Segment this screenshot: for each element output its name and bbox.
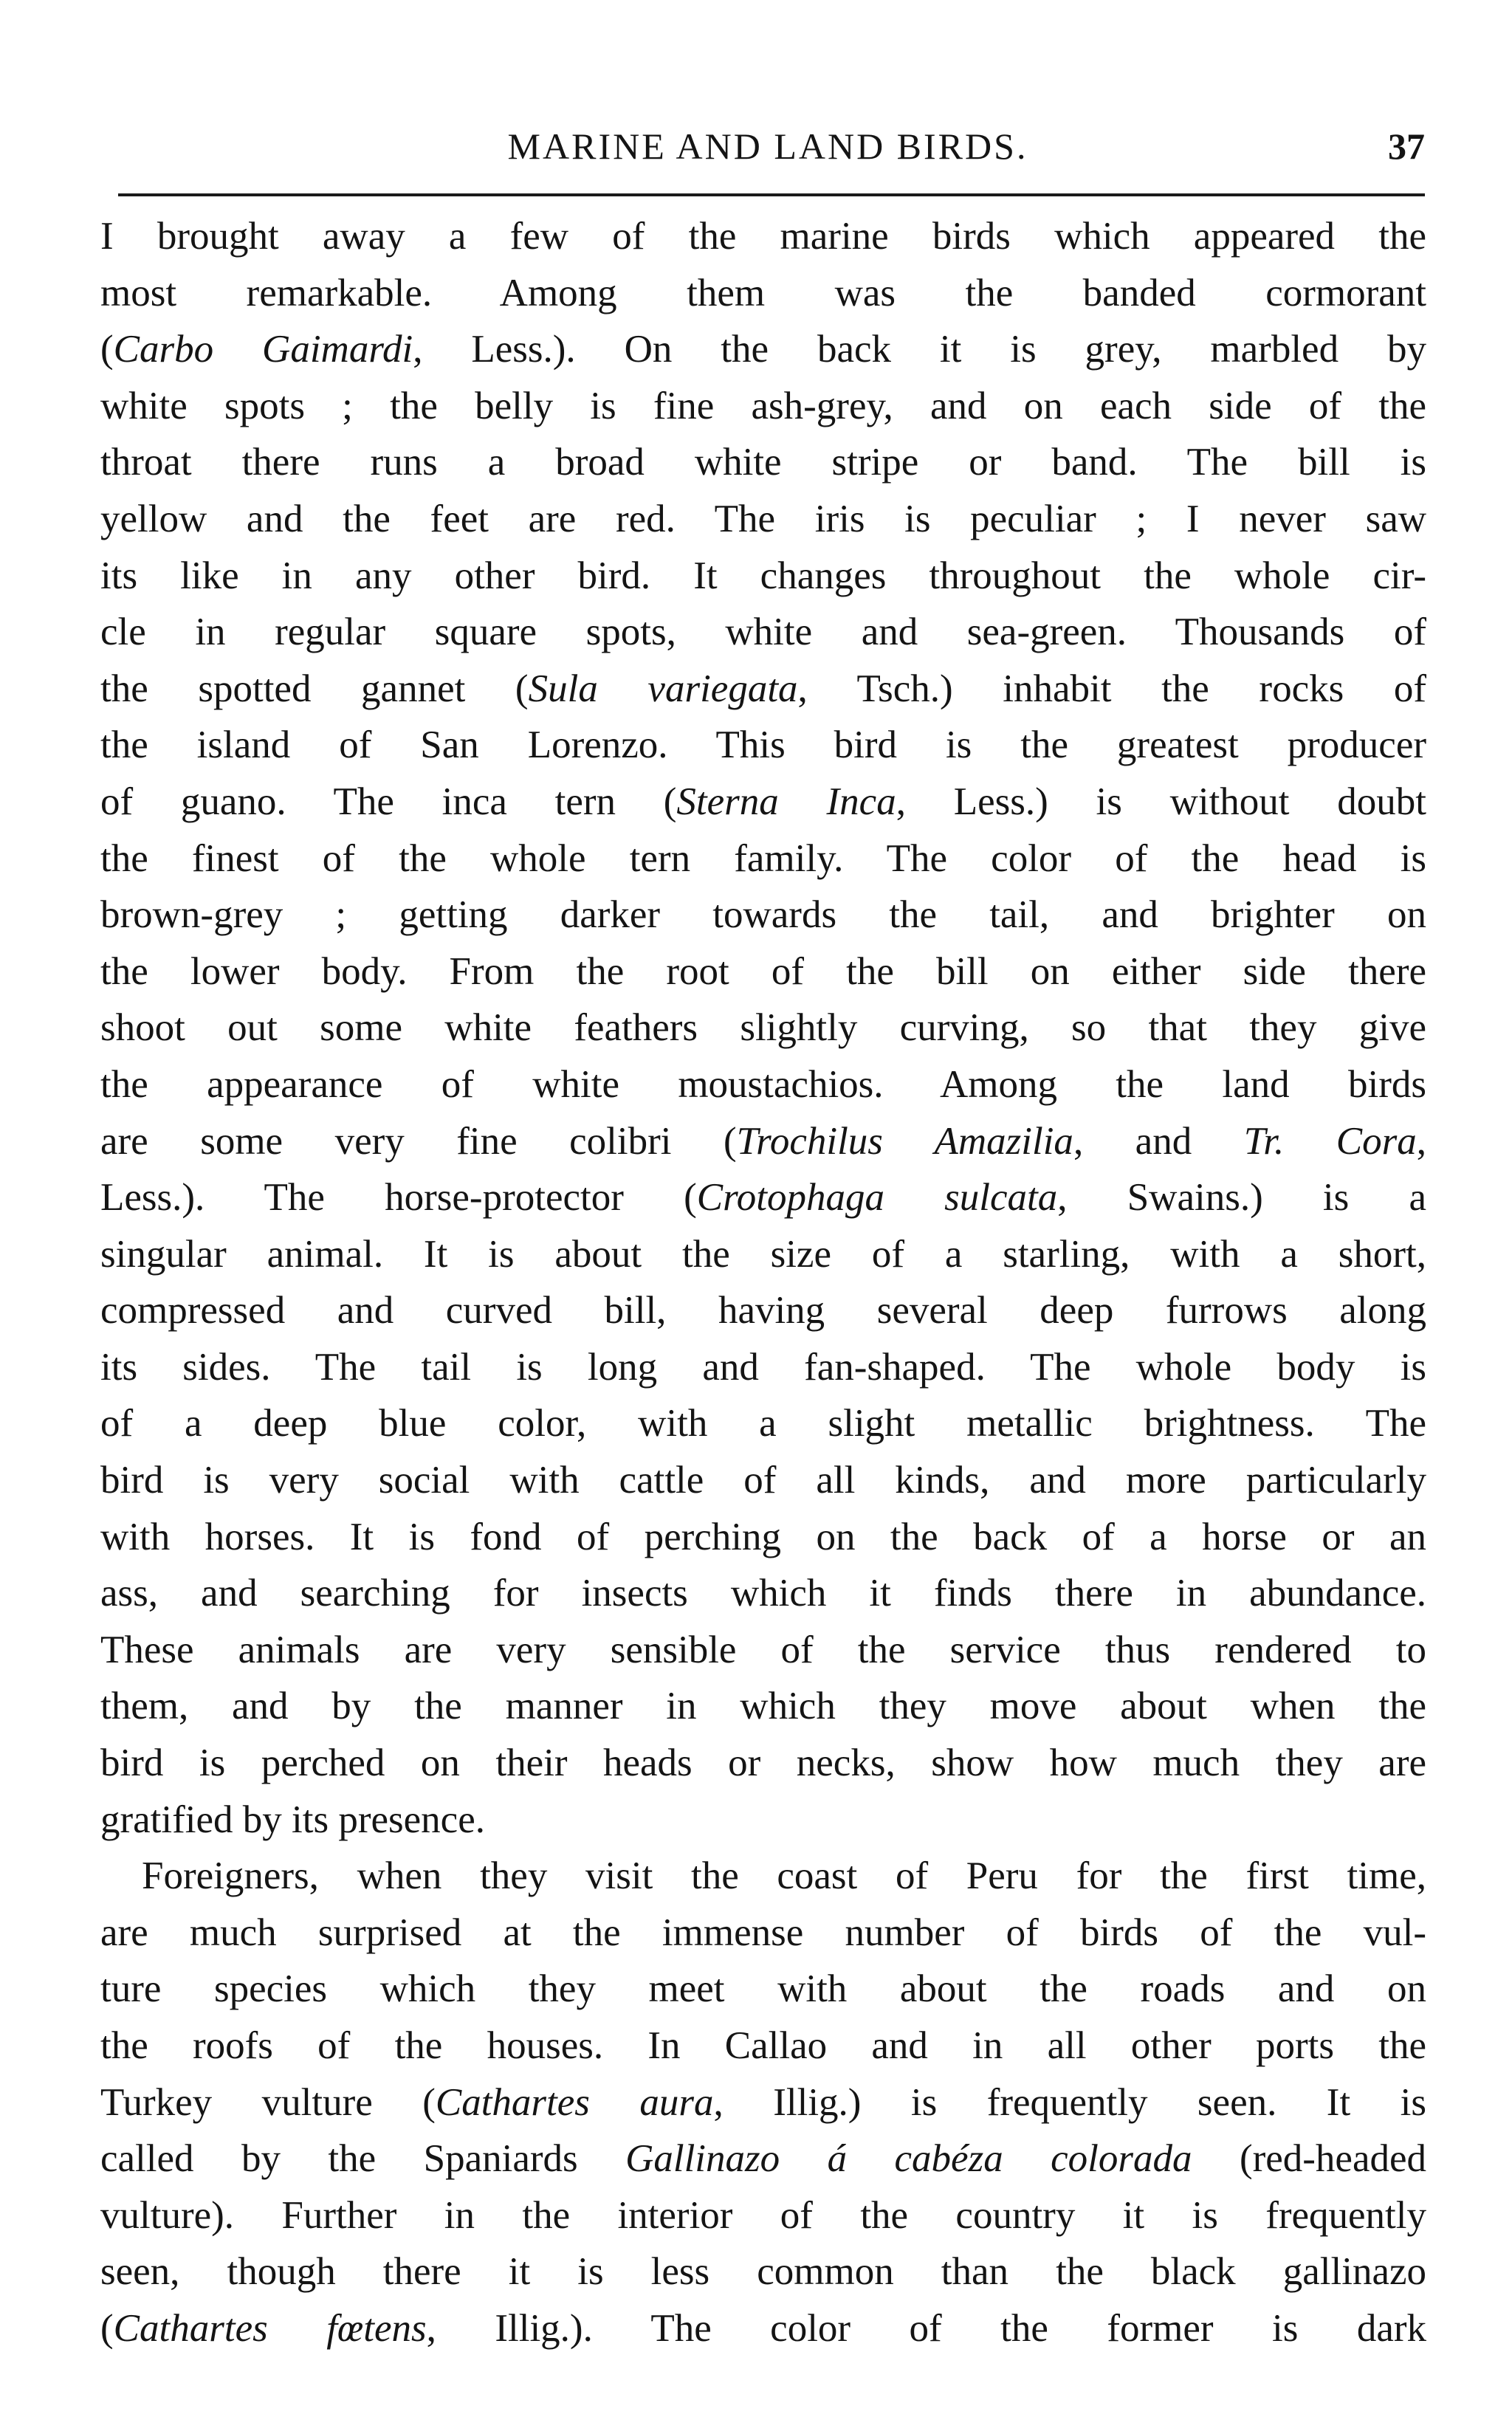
text-line: vulture). Further in the interior of the country it is frequently <box>100 2193 1426 2237</box>
text-line: of guano. The inca tern (Sterna Inca, Less.) is without doubt <box>100 780 1426 823</box>
text-line: the spotted gannet (Sula variegata, Tsch.) inhabit the rocks of <box>100 667 1426 710</box>
text-line: gratified by its presence. <box>100 1798 485 1841</box>
text-line: bird is perched on their heads or necks, show how much they are <box>100 1741 1426 1785</box>
text-line: throat there runs a broad white stripe or band. The bill is <box>100 441 1426 484</box>
text-line: singular animal. It is about the size of a starling, with a short, <box>100 1232 1426 1276</box>
body-text <box>100 208 1426 2357</box>
text-line: Foreigners, when they visit the coast of Peru for the first time, <box>142 1854 1426 1898</box>
text-line: ture species which they meet with about the roads and on <box>100 1967 1426 2011</box>
running-head <box>111 124 1425 176</box>
text-line: compressed and curved bill, having several deep furrows along <box>100 1289 1426 1333</box>
text-line: bird is very social with cattle of all kinds, and more particularly <box>100 1459 1426 1502</box>
text-line: Less.). The horse-protector (Crotophaga sulcata, Swains.) is a <box>100 1176 1426 1220</box>
text-line: seen, though there it is less common than the black gallinazo <box>100 2250 1426 2294</box>
text-line: yellow and the feet are red. The iris is peculiar ; I never saw <box>100 497 1426 540</box>
running-title: MARINE AND LAND BIRDS. <box>507 125 1028 167</box>
text-line: the lower body. From the root of the bill on either side there <box>100 949 1426 993</box>
text-line: the appearance of white moustachios. Among the land birds <box>100 1062 1426 1106</box>
text-line: the finest of the whole tern family. The color of the head is <box>100 836 1426 880</box>
header-rule <box>118 193 1425 196</box>
text-line: Turkey vulture (Cathartes aura, Illig.) is frequently seen. It is <box>100 2080 1426 2124</box>
text-line: (Cathartes fœtens, Illig.). The color of the former is dark <box>100 2306 1426 2350</box>
text-line: called by the Spaniards Gallinazo á cabéza colorada (red-headed <box>100 2137 1427 2181</box>
text-line: brown-grey ; getting darker towards the tail, and brighter on <box>100 893 1426 937</box>
text-line: are much surprised at the immense number of birds of the vul- <box>100 1911 1426 1954</box>
text-line: of a deep blue color, with a slight metallic brightness. The <box>100 1402 1426 1445</box>
text-line: cle in regular square spots, white and sea-green. Thousands of <box>100 611 1426 654</box>
text-line: with horses. It is fond of perching on the back of a horse or an <box>100 1515 1426 1558</box>
text-line: the roofs of the houses. In Callao and in all other ports the <box>100 2024 1426 2067</box>
text-line: I brought away a few of the marine birds which appeared the <box>100 215 1426 258</box>
page-number: 37 <box>1388 125 1425 167</box>
text-line: are some very fine colibri (Trochilus Amazilia, and Tr. Cora, <box>100 1119 1426 1163</box>
text-line: white spots ; the belly is fine ash-grey, and on each side of the <box>100 384 1426 427</box>
text-line: them, and by the manner in which they move about when the <box>100 1685 1426 1728</box>
text-line: shoot out some white feathers slightly curving, so that they give <box>100 1006 1426 1050</box>
text-line: These animals are very sensible of the service thus rendered to <box>100 1628 1426 1671</box>
text-line: its like in any other bird. It changes throughout the whole cir- <box>100 554 1426 597</box>
text-line: the island of San Lorenzo. This bird is the greatest producer <box>100 723 1426 767</box>
text-line: its sides. The tail is long and fan-shaped. The whole body is <box>100 1345 1426 1389</box>
text-line: ass, and searching for insects which it finds there in abundance. <box>100 1572 1426 1615</box>
text-line: (Carbo Gaimardi, Less.). On the back it is grey, marbled by <box>100 328 1426 371</box>
text-line: most remarkable. Among them was the banded cormorant <box>100 271 1426 314</box>
